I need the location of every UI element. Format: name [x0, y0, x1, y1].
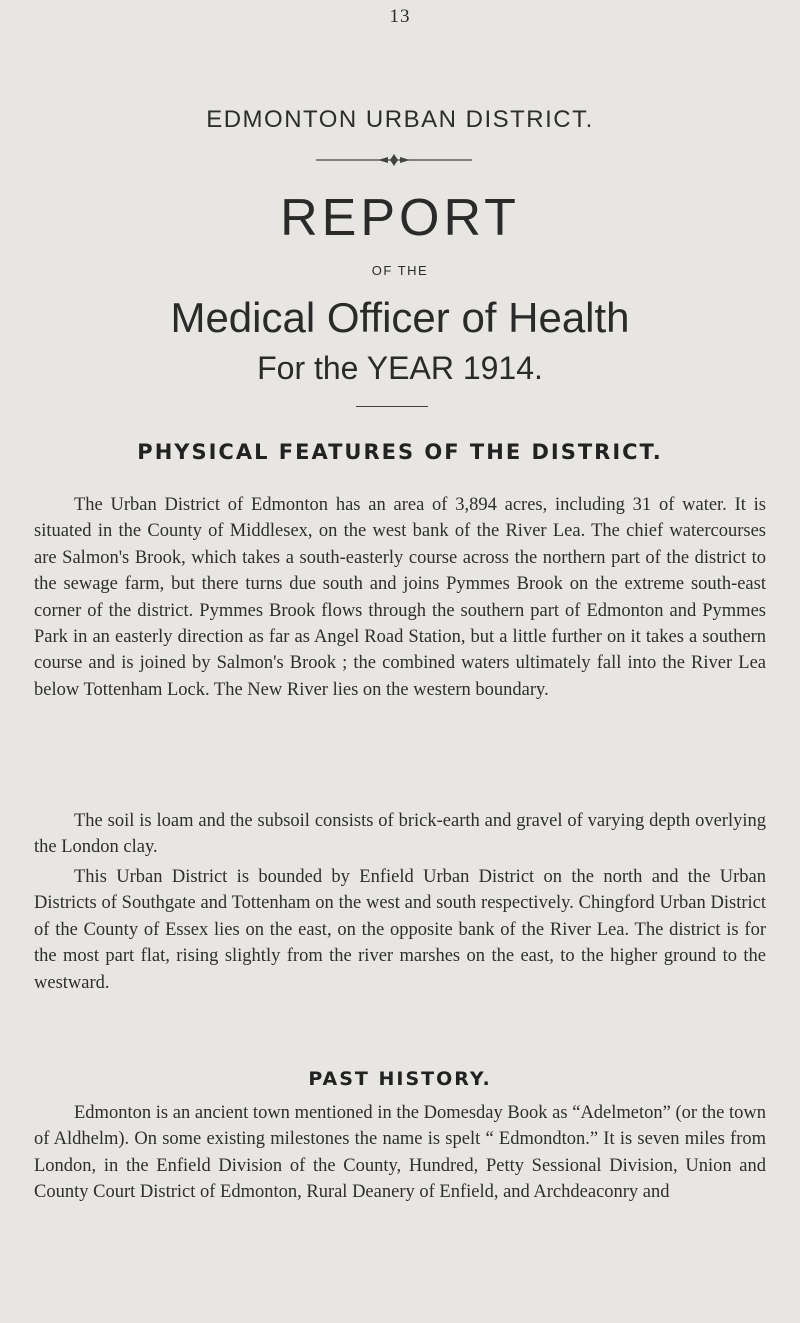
paragraph-area-and-watercourses: The Urban District of Edmonton has an area of 3,894 acres, including 31 of water. It is situated in the County of Middlesex, on the west bank of the River Lea. The chief watercourses are Salmon's Brook, which takes a south-easterly course across the northern part of the district to the sewage farm, but there turns due south and joins Pymmes Brook on the extreme south-east corner of the district. Pymmes Brook flows through the southern part of Edmonton and Pymmes Park in an easterly direction as far as Angel Road Station, but a little further on it takes a southern course and is joined by Salmon's Brook ; the combined waters ultimately fall into the River Lea below Tottenham Lock. The New River lies on the western boundary. — [34, 495, 766, 700]
of-the-label: OF THE — [371, 263, 429, 278]
ornament-divider — [0, 150, 800, 170]
report-title: REPORT — [280, 189, 520, 247]
district-title: EDMONTON URBAN DISTRICT. — [206, 106, 594, 133]
section-heading-past-history: PAST HISTORY. — [308, 1068, 492, 1090]
paragraph-boundaries: This Urban District is bounded by Enfield Urban District on the north and the Urban Districts of Southgate and Tottenham on the west and south respectively. Chingford Urban District of the County of Essex lies on the east, on the opposite bank of the River Lea. The district is for the most part flat, rising slightly from the river marshes on the east, to the higher ground to the westward. — [34, 867, 766, 993]
report-year: For the YEAR 1914. — [257, 350, 543, 386]
officer-title: Medical Officer of Health — [170, 294, 630, 341]
section-heading-physical-features: PHYSICAL FEATURES OF THE DISTRICT. — [137, 440, 663, 464]
paragraph-history: Edmonton is an ancient town mentioned in the Domesday Book as “Adelmeton” (or the town of Aldhelm). On some existing milestones the name is spelt “ Edmondton.” It is seven miles from London, in the Enfield Division of the County, Hundred, Petty Sessional Division, Union and County Court District of Edmonton, Rural Deanery of Enfield, and Archdeaconry and — [34, 1103, 766, 1203]
divider-rule — [356, 406, 428, 407]
page-number: 13 — [389, 6, 411, 27]
paragraph-soil: The soil is loam and the subsoil consists of brick-earth and gravel of varying depth overlying the London clay. — [34, 811, 766, 858]
